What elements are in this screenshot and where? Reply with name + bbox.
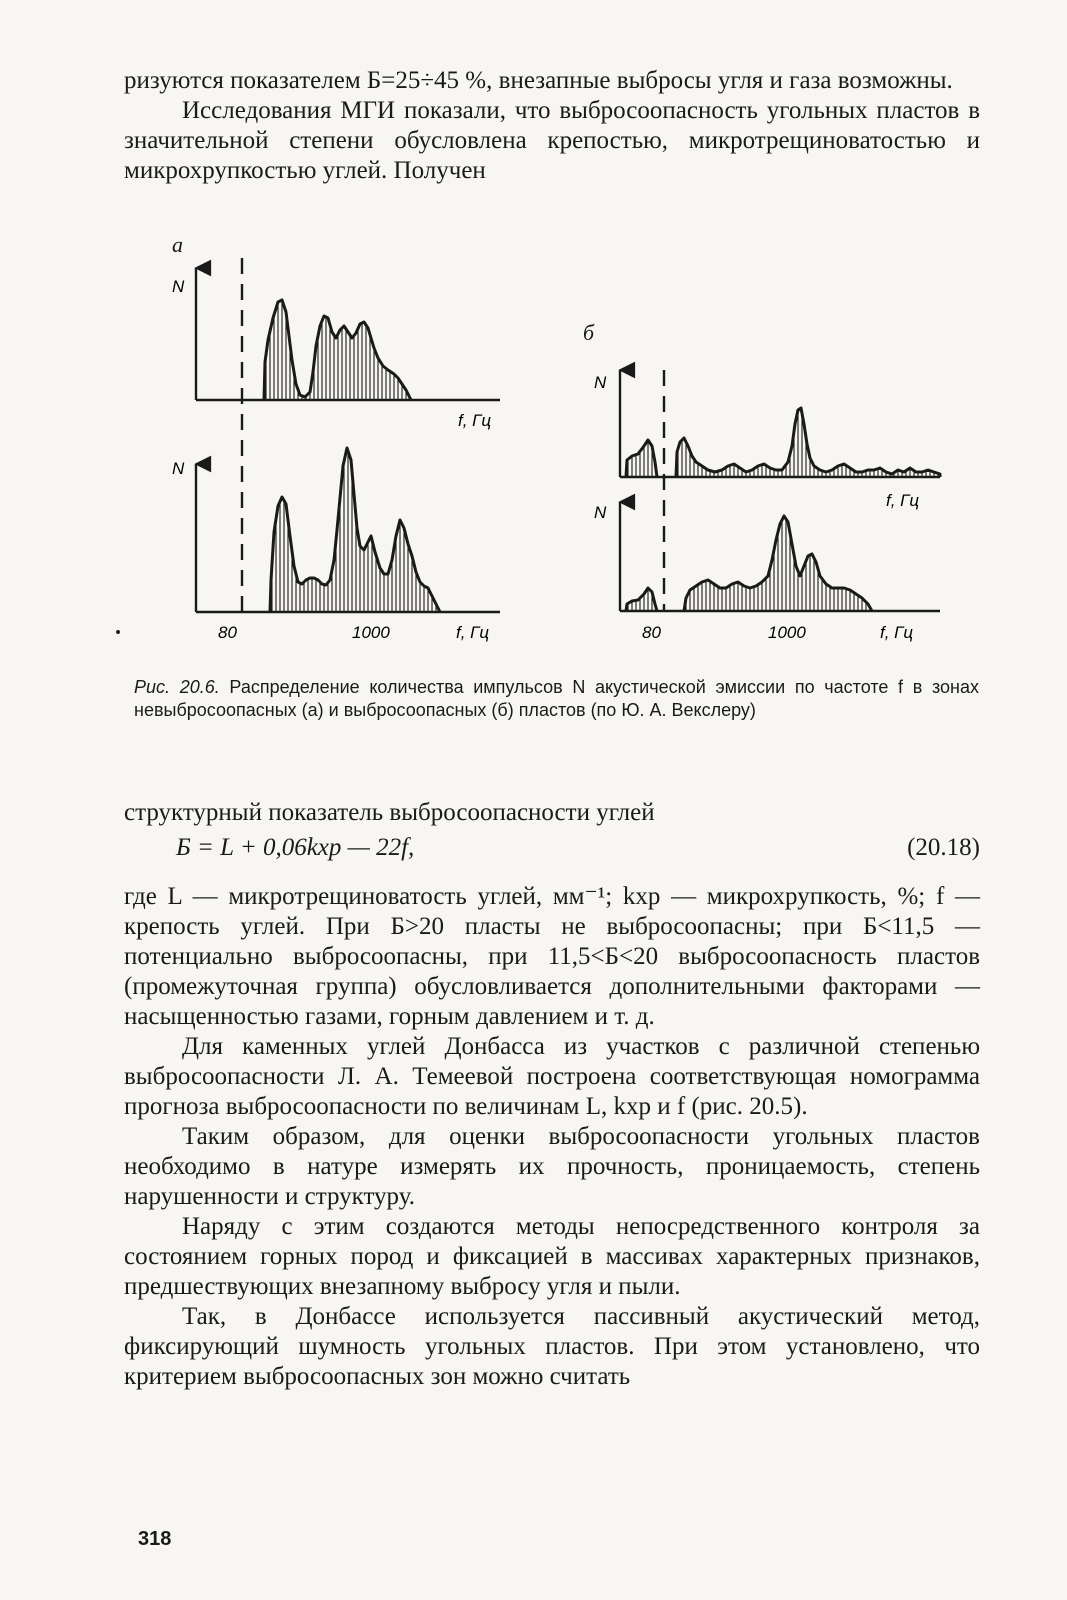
y-axis-label: N [172,277,185,296]
spectrum-curve [626,408,940,477]
bottom-text [124,882,980,1392]
y-axis-label: N [594,373,607,392]
y-axis-label: N [594,503,607,522]
paragraph-1: ризуются показателем Б=25÷45 %, внезапные выбросы угля и газа возможны. [124,67,953,94]
tick-label-1000: 1000 [352,623,390,642]
mid-text [124,798,980,828]
caption-text: Распределение количества импульсов N акустической эмиссии по частоте f в зонах невыбросоопасных (а) и выбросоопасных (б) пластов (по Ю. А. Векслеру) [134,677,979,720]
x-axis-label: f, Гц [458,411,492,430]
caption-number: Рис. 20.6. [134,677,220,697]
equation-formula: Б = L + 0,06kхр — 22f, [176,834,415,861]
panel-b-label: б [583,320,595,345]
panel-b-top-plot [594,370,940,510]
tick-label-80: 80 [642,623,661,642]
x-axis-label: f, Гц [880,623,914,642]
figure-caption [134,676,979,722]
panel-b-bottom-plot [594,502,940,642]
equation-20-18 [124,834,980,868]
figure-20-6 [0,0,1067,680]
paragraph-7: Наряду с этим создаются методы непосредственного контроля за состоянием горных пород и фиксацией в массивах характерных признаков, предшествующих внезапному выбросу угля и пыли. [124,1213,980,1300]
page-number: 318 [138,1528,172,1550]
tick-label-1000: 1000 [768,623,806,642]
print-speck [116,630,120,634]
panel-a-top-plot [172,268,500,430]
tick-label-80: 80 [218,623,237,642]
paragraph-3: структурный показатель выбросоопасности углей [124,799,655,826]
panel-a-label: а [172,232,183,257]
spectrum-outline [676,408,940,477]
x-axis-label: f, Гц [456,623,490,642]
paragraph-5: Для каменных углей Донбасса из участков с различной степенью выбросоопасности Л. А. Темеевой построена соответствующая номограмма прогноза выбросоопасности по величинам L, kхр и f (рис. 20.5). [124,1033,980,1120]
panel-a-bottom-plot [172,448,500,642]
spectrum-curve [270,448,440,612]
equation-number: (20.18) [907,834,980,861]
spectrum-curve [264,300,411,400]
paragraph-8: Так, в Донбассе используется пассивный акустический метод, фиксирующий шумность угольных пластов. При этом установлено, что критерием выбросоопасных зон можно считать [124,1303,980,1390]
x-axis-label: f, Гц [886,491,920,510]
y-axis-label: N [172,459,185,478]
paragraph-2: Исследования МГИ показали, что выбросоопасность угольных пластов в значительной степени обусловлена крепостью, микротрещиноватостью и микрохрупкостью углей. Получен [124,97,980,184]
paragraph-6: Таким образом, для оценки выбросоопасности угольных пластов необходимо в натуре измерять их прочность, проницаемость, степень нарушенности и структуру. [124,1123,980,1210]
paragraph-4: где L — микротрещиноватость углей, мм⁻¹; kхр — микрохрупкость, %; f — крепость углей. При Б>20 пласты не выбросоопасны; при Б<11,5 — потенциально выбросоопасны, при 11,5<Б<20 выбросоопасность пластов (промежуточная группа) обусловливается дополнительными факторами — насыщенностью газами, горным давлением и т. д. [124,883,980,1030]
